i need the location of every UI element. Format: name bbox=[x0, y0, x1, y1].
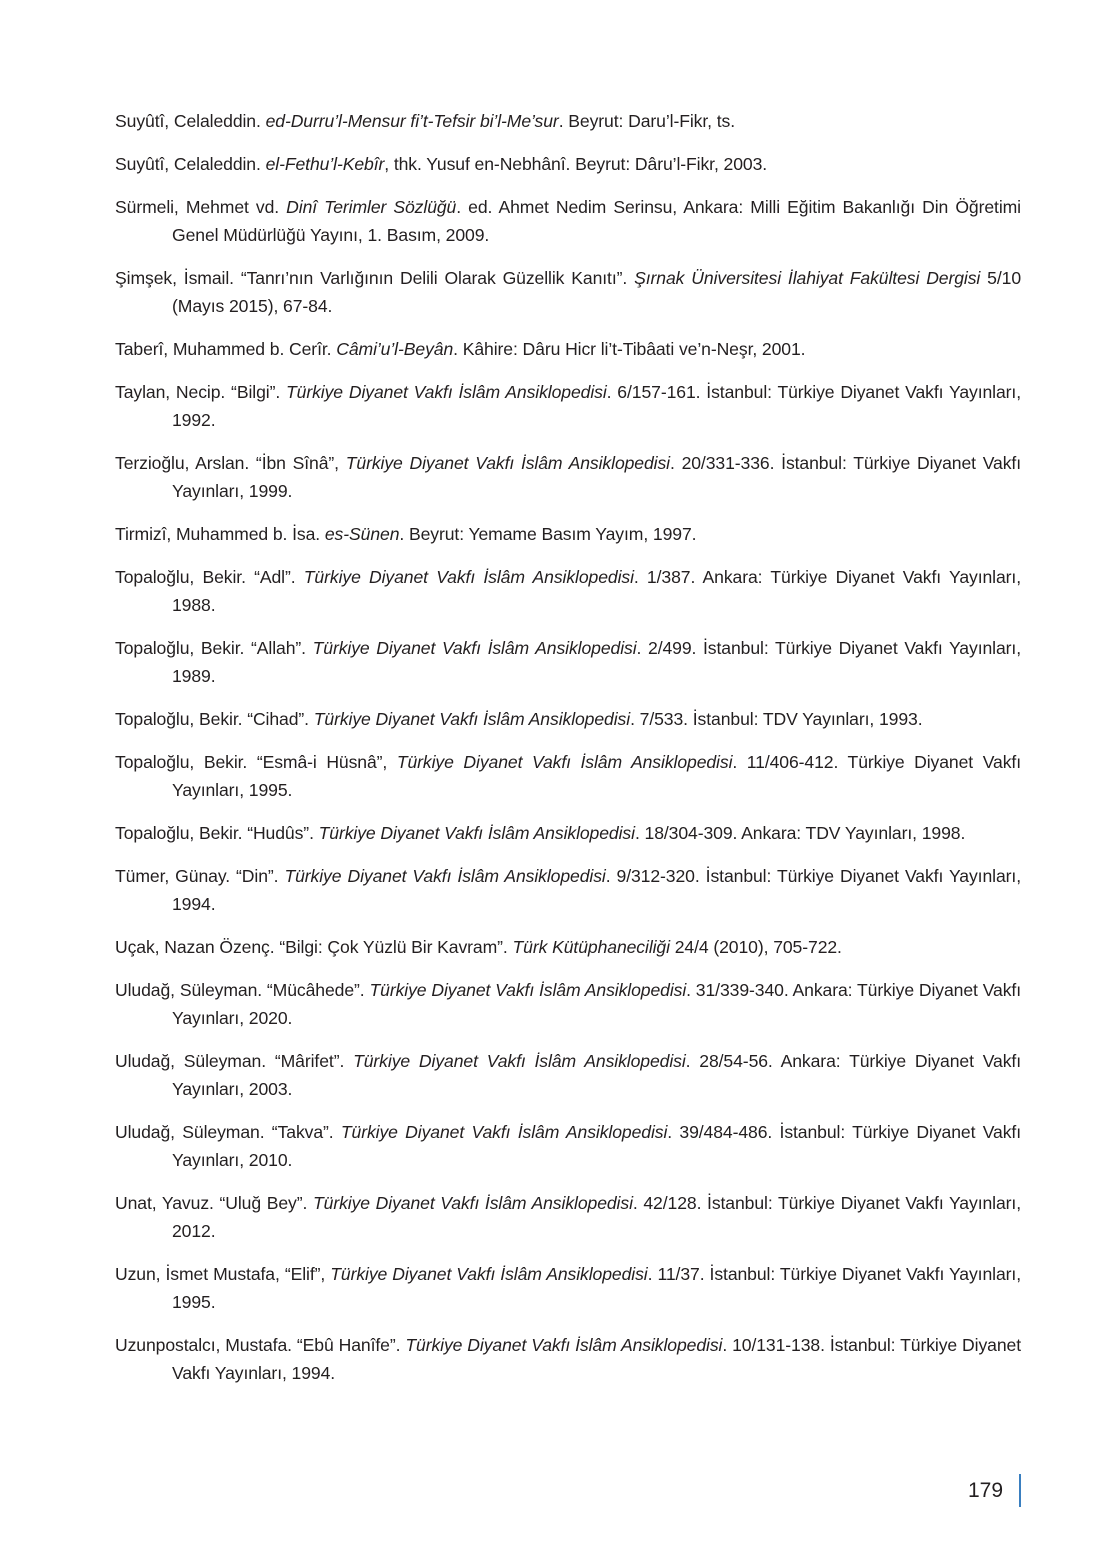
reference-entry bbox=[115, 378, 1021, 434]
reference-author: Suyûtî, Celaleddin. bbox=[115, 111, 266, 131]
reference-entry bbox=[115, 150, 1021, 178]
reference-entry bbox=[115, 264, 1021, 320]
reference-entry bbox=[115, 1260, 1021, 1316]
reference-author: Tirmizî, Muhammed b. İsa. bbox=[115, 524, 325, 544]
reference-title: Türkiye Diyanet Vakfı İslâm Ansiklopedisi bbox=[345, 453, 670, 473]
reference-details: . 7/533. İstanbul: TDV Yayınları, 1993. bbox=[630, 709, 923, 729]
reference-details: . 28/54-56. Ankara: Türkiye Diyanet Vakfı Yayınları, 2003. bbox=[172, 1051, 1021, 1099]
reference-author: Şimşek, İsmail. “Tanrı’nın Varlığının Delili Olarak Güzellik Kanıtı”. bbox=[115, 268, 635, 288]
reference-title: Türkiye Diyanet Vakfı İslâm Ansiklopedisi bbox=[396, 752, 733, 772]
reference-entry bbox=[115, 107, 1021, 135]
reference-title: Türkiye Diyanet Vakfı İslâm Ansiklopedisi bbox=[340, 1122, 668, 1142]
reference-details: . 10/131-138. İstanbul: Türkiye Diyanet Vakfı Yayınları, 1994. bbox=[172, 1335, 1022, 1383]
reference-author: Topaloğlu, Bekir. “Hudûs”. bbox=[115, 823, 319, 843]
reference-details: . 1/387. Ankara: Türkiye Diyanet Vakfı Yayınları, 1988. bbox=[172, 567, 1021, 615]
reference-entry bbox=[115, 1118, 1021, 1174]
reference-details: . 31/339-340. Ankara: Türkiye Diyanet Vakfı Yayınları, 2020. bbox=[172, 980, 1022, 1028]
reference-details: . 39/484-486. İstanbul: Türkiye Diyanet Vakfı Yayınları, 2010. bbox=[172, 1122, 1021, 1170]
reference-details: . 11/406-412. Türkiye Diyanet Vakfı Yayınları, 1995. bbox=[172, 752, 1021, 800]
page-number: 179 bbox=[968, 1479, 1004, 1502]
reference-details: . ed. Ahmet Nedim Serinsu, Ankara: Milli Eğitim Bakanlığı Din Öğretimi Genel Müdürlüğü Yayını, 1. Basım, 2009. bbox=[172, 197, 1021, 245]
reference-author: Uzunpostalcı, Mustafa. “Ebû Hanîfe”. bbox=[115, 1335, 406, 1355]
reference-author: Suyûtî, Celaleddin. bbox=[115, 154, 266, 174]
reference-title: Türkiye Diyanet Vakfı İslâm Ansiklopedisi bbox=[313, 709, 631, 729]
reference-details: . 20/331-336. İstanbul: Türkiye Diyanet Vakfı Yayınları, 1999. bbox=[172, 453, 1021, 501]
reference-title: el-Fethu’l-Kebîr bbox=[265, 154, 385, 174]
reference-entry bbox=[115, 1331, 1021, 1387]
reference-entry bbox=[115, 976, 1021, 1032]
reference-entry bbox=[115, 819, 1021, 847]
reference-details: . 6/157-161. İstanbul: Türkiye Diyanet Vakfı Yayınları, 1992. bbox=[172, 382, 1022, 430]
reference-details: . 9/312-320. İstanbul: Türkiye Diyanet Vakfı Yayınları, 1994. bbox=[172, 866, 1021, 914]
reference-entry bbox=[115, 933, 1021, 961]
reference-title: Türkiye Diyanet Vakfı İslâm Ansiklopedisi bbox=[303, 567, 634, 587]
reference-details: . Beyrut: Yemame Basım Yayım, 1997. bbox=[399, 524, 697, 544]
reference-entry bbox=[115, 705, 1021, 733]
reference-author: Unat, Yavuz. “Uluğ Bey”. bbox=[115, 1193, 313, 1213]
reference-author: Topaloğlu, Bekir. “Adl”. bbox=[115, 567, 304, 587]
reference-entry bbox=[115, 862, 1021, 918]
reference-entry bbox=[115, 1047, 1021, 1103]
reference-title: Türkiye Diyanet Vakfı İslâm Ansiklopedisi bbox=[405, 1335, 723, 1355]
reference-details: . Kâhire: Dâru Hicr li’t-Tibâati ve’n-Neşr, 2001. bbox=[453, 339, 806, 359]
reference-author: Sürmeli, Mehmet vd. bbox=[115, 197, 287, 217]
reference-author: Taberî, Muhammed b. Cerîr. bbox=[115, 339, 337, 359]
reference-title: Türkiye Diyanet Vakfı İslâm Ansiklopedisi bbox=[369, 980, 687, 1000]
reference-details: . 2/499. İstanbul: Türkiye Diyanet Vakfı Yayınları, 1989. bbox=[172, 638, 1021, 686]
reference-entry bbox=[115, 634, 1021, 690]
reference-title: Türkiye Diyanet Vakfı İslâm Ansiklopedisi bbox=[286, 382, 607, 402]
reference-details: . 11/37. İstanbul: Türkiye Diyanet Vakfı Yayınları, 1995. bbox=[172, 1264, 1021, 1312]
reference-title: ed-Durru’l-Mensur fi’t-Tefsir bi’l-Me’sur bbox=[265, 111, 559, 131]
page-number-accent-bar bbox=[1019, 1474, 1021, 1507]
reference-details: 24/4 (2010), 705-722. bbox=[669, 937, 842, 957]
reference-author: Uçak, Nazan Özenç. “Bilgi: Çok Yüzlü Bir Kavram”. bbox=[115, 937, 513, 957]
reference-details: . 18/304-309. Ankara: TDV Yayınları, 1998. bbox=[634, 823, 966, 843]
reference-details: 5/10 (Mayıs 2015), 67-84. bbox=[172, 268, 1022, 316]
reference-author: Topaloğlu, Bekir. “Esmâ-i Hüsnâ”, bbox=[115, 752, 397, 772]
reference-author: Taylan, Necip. “Bilgi”. bbox=[115, 382, 286, 402]
reference-title: Türkiye Diyanet Vakfı İslâm Ansiklopedisi bbox=[284, 866, 606, 886]
reference-author: Tümer, Günay. “Din”. bbox=[115, 866, 285, 886]
reference-author: Topaloğlu, Bekir. “Cihad”. bbox=[115, 709, 314, 729]
reference-author: Uludağ, Süleyman. “Takva”. bbox=[115, 1122, 341, 1142]
reference-details: . Beyrut: Daru’l-Fikr, ts. bbox=[558, 111, 735, 131]
reference-entry bbox=[115, 563, 1021, 619]
reference-entry bbox=[115, 520, 1021, 548]
reference-entry bbox=[115, 335, 1021, 363]
reference-entry bbox=[115, 748, 1021, 804]
reference-title: Türkiye Diyanet Vakfı İslâm Ansiklopedisi bbox=[312, 638, 637, 658]
reference-entry bbox=[115, 1189, 1021, 1245]
bibliography-list bbox=[115, 107, 1021, 1402]
reference-title: Dinî Terimler Sözlüğü bbox=[286, 197, 457, 217]
reference-title: Türk Kütüphaneciliği bbox=[512, 937, 670, 957]
reference-entry bbox=[115, 193, 1021, 249]
reference-title: Türkiye Diyanet Vakfı İslâm Ansiklopedisi bbox=[353, 1051, 686, 1071]
reference-title: Türkiye Diyanet Vakfı İslâm Ansiklopedisi bbox=[318, 823, 635, 843]
reference-title: es-Sünen bbox=[324, 524, 400, 544]
reference-entry bbox=[115, 449, 1021, 505]
reference-details: . 42/128. İstanbul: Türkiye Diyanet Vakfı Yayınları, 2012. bbox=[172, 1193, 1021, 1241]
reference-author: Uludağ, Süleyman. “Mücâhede”. bbox=[115, 980, 370, 1000]
reference-title: Türkiye Diyanet Vakfı İslâm Ansiklopedisi bbox=[312, 1193, 633, 1213]
reference-title: Türkiye Diyanet Vakfı İslâm Ansiklopedisi bbox=[330, 1264, 648, 1284]
reference-details: , thk. Yusuf en-Nebhânî. Beyrut: Dâru’l-Fikr, 2003. bbox=[384, 154, 768, 174]
reference-author: Uludağ, Süleyman. “Mârifet”. bbox=[115, 1051, 354, 1071]
reference-author: Uzun, İsmet Mustafa, “Elif”, bbox=[115, 1264, 331, 1284]
reference-title: Şırnak Üniversitesi İlahiyat Fakültesi Dergisi bbox=[634, 268, 981, 288]
reference-author: Terzioğlu, Arslan. “İbn Sînâ”, bbox=[115, 453, 346, 473]
reference-title: Câmi’u’l-Beyân bbox=[336, 339, 454, 359]
reference-author: Topaloğlu, Bekir. “Allah”. bbox=[115, 638, 313, 658]
